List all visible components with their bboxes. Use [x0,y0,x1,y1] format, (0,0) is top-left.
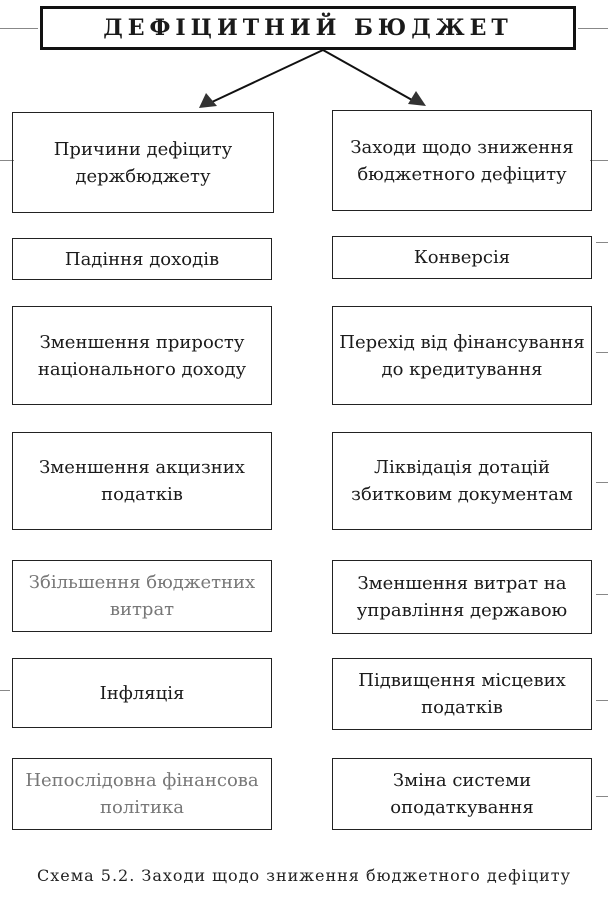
right-header-box [332,110,592,211]
right-item-text: Конверсія [413,247,511,268]
right-item-box [332,658,592,730]
left-header-box [12,112,274,213]
margin-tick [596,796,608,797]
margin-tick [590,160,608,161]
left-item-box [12,432,272,530]
left-item-text: Зменшення акцизних податків [39,457,245,505]
right-item-box [332,758,592,830]
margin-tick [596,352,608,353]
arrow-right [323,50,412,100]
right-item-text: Підвищення місцевих податків [358,670,566,718]
right-item-text: Зменшення витрат на управління державою [356,573,568,621]
right-item-text: Перехід від фінансування до кредитування [339,331,585,380]
right-item-text: Зміна системи оподаткування [390,770,534,818]
right-item-box [332,306,592,405]
left-item-box [12,306,272,405]
margin-tick [596,700,608,701]
left-item-box [12,238,272,280]
left-item-box [12,560,272,632]
left-item-text: Зменшення приросту національного доходу [37,331,247,380]
left-item-text: Падіння доходів [64,248,220,270]
margin-tick [578,28,608,29]
margin-tick [596,242,608,243]
right-item-text: Ліквідація дотацій збитковим документам [351,457,573,505]
arrow-left [212,50,323,102]
right-item-box [332,432,592,530]
margin-tick [0,690,10,691]
margin-tick [0,28,38,29]
left-item-text: Збільшення бюджетних витрат [28,572,256,620]
left-header-text: Причини дефіциту держбюджету [53,138,233,187]
left-item-box [12,658,272,728]
margin-tick [596,482,608,483]
diagram-title: ДЕФІЦИТНИЙ БЮДЖЕТ [40,6,576,50]
figure-caption: Схема 5.2. Заходи щодо зниження бюджетного дефіциту [36,866,572,885]
left-item-box [12,758,272,830]
margin-tick [596,594,608,595]
right-item-box [332,560,592,634]
right-header-text: Заходи щодо зниження бюджетного дефіциту [350,136,574,185]
right-item-box [332,236,592,279]
left-item-text: Непослідовна фінансова політика [25,770,259,818]
left-item-text: Інфляція [99,682,185,704]
